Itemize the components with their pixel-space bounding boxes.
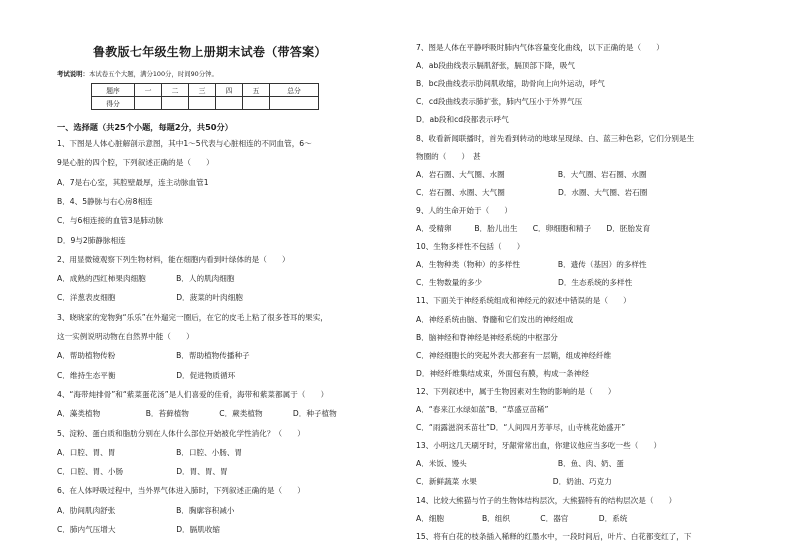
question-line: 9是心脏的四个腔，下列叙述正确的是（ ） <box>57 158 214 168</box>
question-line: 2、用显微镜观察下列生物材料，能在细胞内看到叶绿体的是（ ） <box>57 254 290 264</box>
question-line: C．洋葱表皮细胞 D．菠菜的叶肉细胞 <box>57 293 243 303</box>
page-title: 鲁教版七年级生物上册期末试卷（带答案） <box>93 45 327 59</box>
score-table-score-row <box>92 97 319 110</box>
question-line: D．神经纤维集结成束，外面包有膜，构成一条神经 <box>416 368 589 378</box>
question-line: A．米饭、馒头 B．鱼、肉、奶、蛋 <box>416 459 624 469</box>
score-row-label: 得分 <box>92 97 135 110</box>
question-line: 12、下列叙述中，属于生物因素对生物的影响的是（ ） <box>416 386 616 396</box>
score-header-cell: 五 <box>243 84 270 97</box>
question-line: 7、图是人体在平静呼吸时肺内气体容量变化曲线，以下正确的是（ ） <box>416 43 664 52</box>
question-line: A．口腔、胃、胃 B．口腔、小肠、胃 <box>57 447 243 457</box>
question-line: A．肋间肌肉舒张 B．胸廓容积减小 <box>57 505 235 515</box>
exam-note <box>57 69 218 78</box>
question-line: C．岩石圈、水圈、大气圈 D．水圈、大气圈、岩石圈 <box>416 187 648 197</box>
question-line: 14、比较大熊猫与竹子的生物体结构层次，大熊猫特有的结构层次是（ ） <box>416 495 677 505</box>
question-line: A．帮助植物传粉 B．帮助植物传播种子 <box>57 351 250 361</box>
question-line: B．脑神经和脊神经是神经系统的中枢部分 <box>416 332 558 342</box>
question-line: A．神经系统由脑、脊髓和它们发出的神经组成 <box>416 314 574 324</box>
question-line: B．bc段曲线表示肋间肌收缩，助骨向上向外运动，呼气 <box>416 79 605 89</box>
question-line: 10、生物多样性不包括（ ） <box>416 242 525 252</box>
question-line: C．cd段曲线表示肺扩张，肺内气压小于外界气压 <box>416 97 583 107</box>
question-line: D．ab段和cd段都表示呼气 <box>416 115 509 125</box>
score-cell[interactable] <box>162 97 189 110</box>
question-line: 15、将有白花的枝条插入稀释的红墨水中，一段时间后，叶片、白花都变红了，下 <box>416 531 692 541</box>
question-line: C．维持生态平衡 D．促进物质循环 <box>57 370 236 380</box>
question-line: C．生物数量的多少 D．生态系统的多样性 <box>416 278 633 288</box>
score-header-cell: 三 <box>189 84 216 97</box>
question-line: A．成熟的西红柿果肉细胞 B．人的肌肉细胞 <box>57 274 235 284</box>
score-cell[interactable] <box>135 97 162 110</box>
question-line: A．7是右心室，其腔壁最厚，连主动脉血管1 <box>57 177 209 187</box>
exam-note-label: 考试说明： <box>57 70 89 78</box>
question-line: 6、在人体呼吸过程中，当外界气体进入肺时，下列叙述正确的是（ ） <box>57 486 305 496</box>
question-line: 1、下图是人体心脏解剖示意图，其中1～5代表与心脏相连的不同血管，6～ <box>57 139 312 148</box>
score-cell[interactable] <box>243 97 270 110</box>
score-header-cell: 四 <box>216 84 243 97</box>
question-line: C．肺内气压增大 D．膈肌收缩 <box>57 525 221 534</box>
question-line: 13、小明这几天刷牙时，牙龈常常出血，你建议他应当多吃一些（ ） <box>416 441 662 451</box>
question-line: C．新鲜蔬菜 水果 D．奶油、巧克力 <box>416 477 612 487</box>
score-cell[interactable] <box>270 97 319 110</box>
question-line: 11、下面关于神经系统组成和神经元的叙述中错误的是（ ） <box>416 296 631 306</box>
question-line: C．“雨露滋润禾苗壮”D．“人间四月芳菲尽，山寺桃花始盛开” <box>416 423 626 433</box>
score-cell[interactable] <box>189 97 216 110</box>
question-line: 4、“海带炖排骨”和“紫菜蛋花汤”是人们喜爱的佳肴，海带和紫菜都属于（ ） <box>57 389 329 399</box>
score-table-header-row <box>92 84 319 97</box>
question-line: 3、晓晓家的宠物狗“乐乐”在外遛完一圈后，在它的皮毛上粘了很多苍耳的果实， <box>57 312 328 322</box>
question-line: A．受精卵 B．胎儿出生 C．卵细胞和精子 D．胚胎发育 <box>416 224 651 233</box>
question-line: A．ab段曲线表示膈肌舒张，膈顶部下降，吸气 <box>416 61 575 71</box>
score-header-cell: 一 <box>135 84 162 97</box>
exam-note-text: 本试卷五个大题，满分100分，时间90分钟。 <box>88 70 218 78</box>
score-header-cell: 二 <box>162 84 189 97</box>
question-line: 物圈的（ ） 甚 <box>416 151 481 161</box>
question-line: A．生物种类（物种）的多样性 B．遗传（基因）的多样性 <box>416 260 647 270</box>
question-line: A．“春来江水绿如蓝”B．“草盛豆苗稀” <box>416 405 549 414</box>
section-heading: 一、选择题（共25个小题，每题2分，共50分） <box>57 122 233 132</box>
question-line: A．藻类植物 B．苔藓植物 C．蕨类植物 D．种子植物 <box>57 409 337 419</box>
question-line: A．细胞 B．组织 C．器官 D．系统 <box>416 513 628 523</box>
question-line: 9、人的生命开始于（ ） <box>416 205 512 215</box>
question-line: C．神经细胞长的突起外表大都套有一层鞘，组成神经纤维 <box>416 350 612 360</box>
score-header-cell: 题序 <box>92 84 135 97</box>
question-line: 5、淀粉、蛋白质和脂肪分别在人体什么部位开始被化学性消化？（ ） <box>57 428 305 438</box>
question-line: A．岩石圈、大气圈、水圈 B．大气圈、岩石圈、水圈 <box>416 169 647 179</box>
score-table <box>91 83 319 110</box>
question-line: 这一实例说明动物在自然界中能（ ） <box>57 332 194 341</box>
question-line: B．4、5静脉与右心房8相连 <box>57 196 153 206</box>
question-line: C．与6相连接的血管3是肺动脉 <box>57 216 164 226</box>
question-line: 8、收看新闻联播时，首先看到转动的地球呈现绿、白、蓝三种色彩，它们分别是生 <box>416 133 695 143</box>
question-line: D．9与2肺静脉相连 <box>57 235 126 245</box>
score-header-cell: 总分 <box>270 84 319 97</box>
question-line: C．口腔、胃、小肠 D．胃、胃、胃 <box>57 467 228 477</box>
score-cell[interactable] <box>216 97 243 110</box>
